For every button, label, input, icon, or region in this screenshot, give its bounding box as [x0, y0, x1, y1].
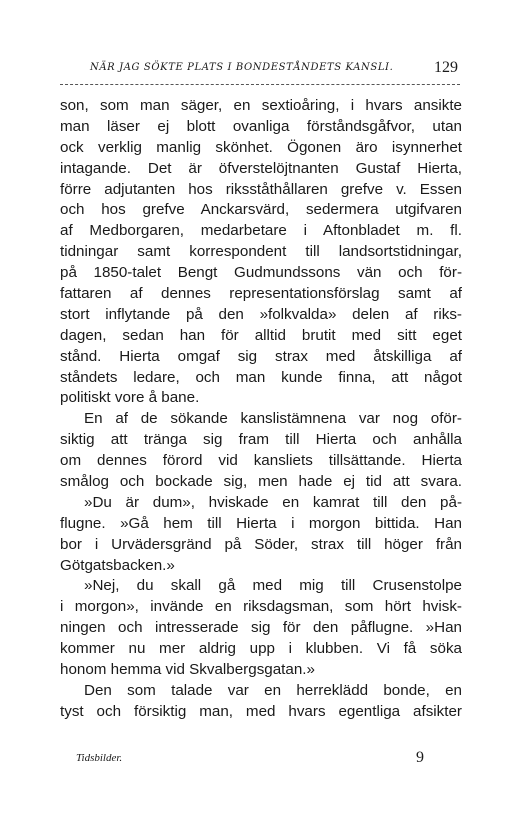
header-rule [60, 84, 460, 85]
text-line: stort inflytande på den »folkvalda» delen af riks- [60, 305, 462, 323]
text-line: smålog och bockade sig, men hade ej tid att svara. [60, 473, 462, 491]
text-line: ningen och intresserade sig för den påflugne. »Han [60, 619, 462, 637]
text-line: ståndets ledare, och man kunde finna, att något [60, 368, 462, 386]
text-line: kommer nu mer aldrig upp i klubben. Vi få söka [60, 640, 462, 658]
text-line: ock verklig manlig skönhet. Ögonen äro isynnerhet [60, 138, 462, 156]
text-line: Den som talade var en herreklädd bonde, en [84, 681, 462, 699]
text-line: »Du är dum», hviskade en kamrat till den på- [84, 493, 462, 511]
text-line: honom hemma vid Skvalbergsgatan.» [60, 661, 315, 679]
text-line: dagen, sedan han för alltid brutit med sitt eget [60, 326, 462, 344]
text-line: om dennes förord vid kansliets tillsättande. Hierta [60, 452, 462, 470]
text-line: fattaren af dennes representationsförslag samt af [60, 285, 462, 303]
text-line: En af de sökande kanslistämnena var nog oför- [84, 410, 462, 428]
text-line: stånd. Hierta omgaf sig strax med åtskilliga af [60, 347, 462, 365]
page-number: 129 [434, 59, 458, 76]
page-footer [76, 749, 426, 772]
text-line: af Medborgaren, medarbetare i Aftonbladet m. fl. [60, 222, 462, 240]
text-line: tidningar samt korrespondent till landsortstidningar, [60, 243, 462, 261]
text-line: på 1850-talet Bengt Gudmundssons vän och för- [60, 264, 462, 282]
running-title: NÄR JAG SÖKTE PLATS I BONDESTÅNDETS KANSLI. [90, 62, 394, 73]
text-line: tyst och försiktig man, med hvars egentliga afsikter [60, 702, 462, 720]
text-line: siktig att tränga sig fram till Hierta och anhålla [60, 431, 462, 449]
text-line: i morgon», invände en riksdagsman, som hört hvisk- [60, 598, 462, 616]
text-line: bor i Urvädersgränd på Söder, strax till höger från [60, 535, 462, 553]
signature-number: 9 [416, 749, 424, 766]
text-line: »Nej, du skall gå med mig till Crusenstolpe [84, 577, 462, 595]
text-line: förre adjutanten hos riksståthållaren grefve v. Essen [60, 180, 462, 198]
text-line: politiskt vore å bane. [60, 389, 200, 407]
running-header [60, 59, 460, 80]
text-line: flugne. »Gå hem till Hierta i morgon bittida. Han [60, 514, 462, 532]
text-line: Götgatsbacken.» [60, 556, 175, 574]
text-line: son, som man säger, en sextioåring, i hvars ansikte [60, 97, 462, 114]
text-line: man läser ej blott ovanliga förståndsgåfvor, utan [60, 117, 462, 135]
signature-mark: Tidsbilder. [76, 752, 123, 764]
body-text [60, 96, 462, 723]
text-line: intagande. Det är öfverstelöjtnanten Gustaf Hierta, [60, 159, 462, 177]
text-line: och hos grefve Anckarsvärd, sedermera utgifvaren [60, 201, 462, 219]
